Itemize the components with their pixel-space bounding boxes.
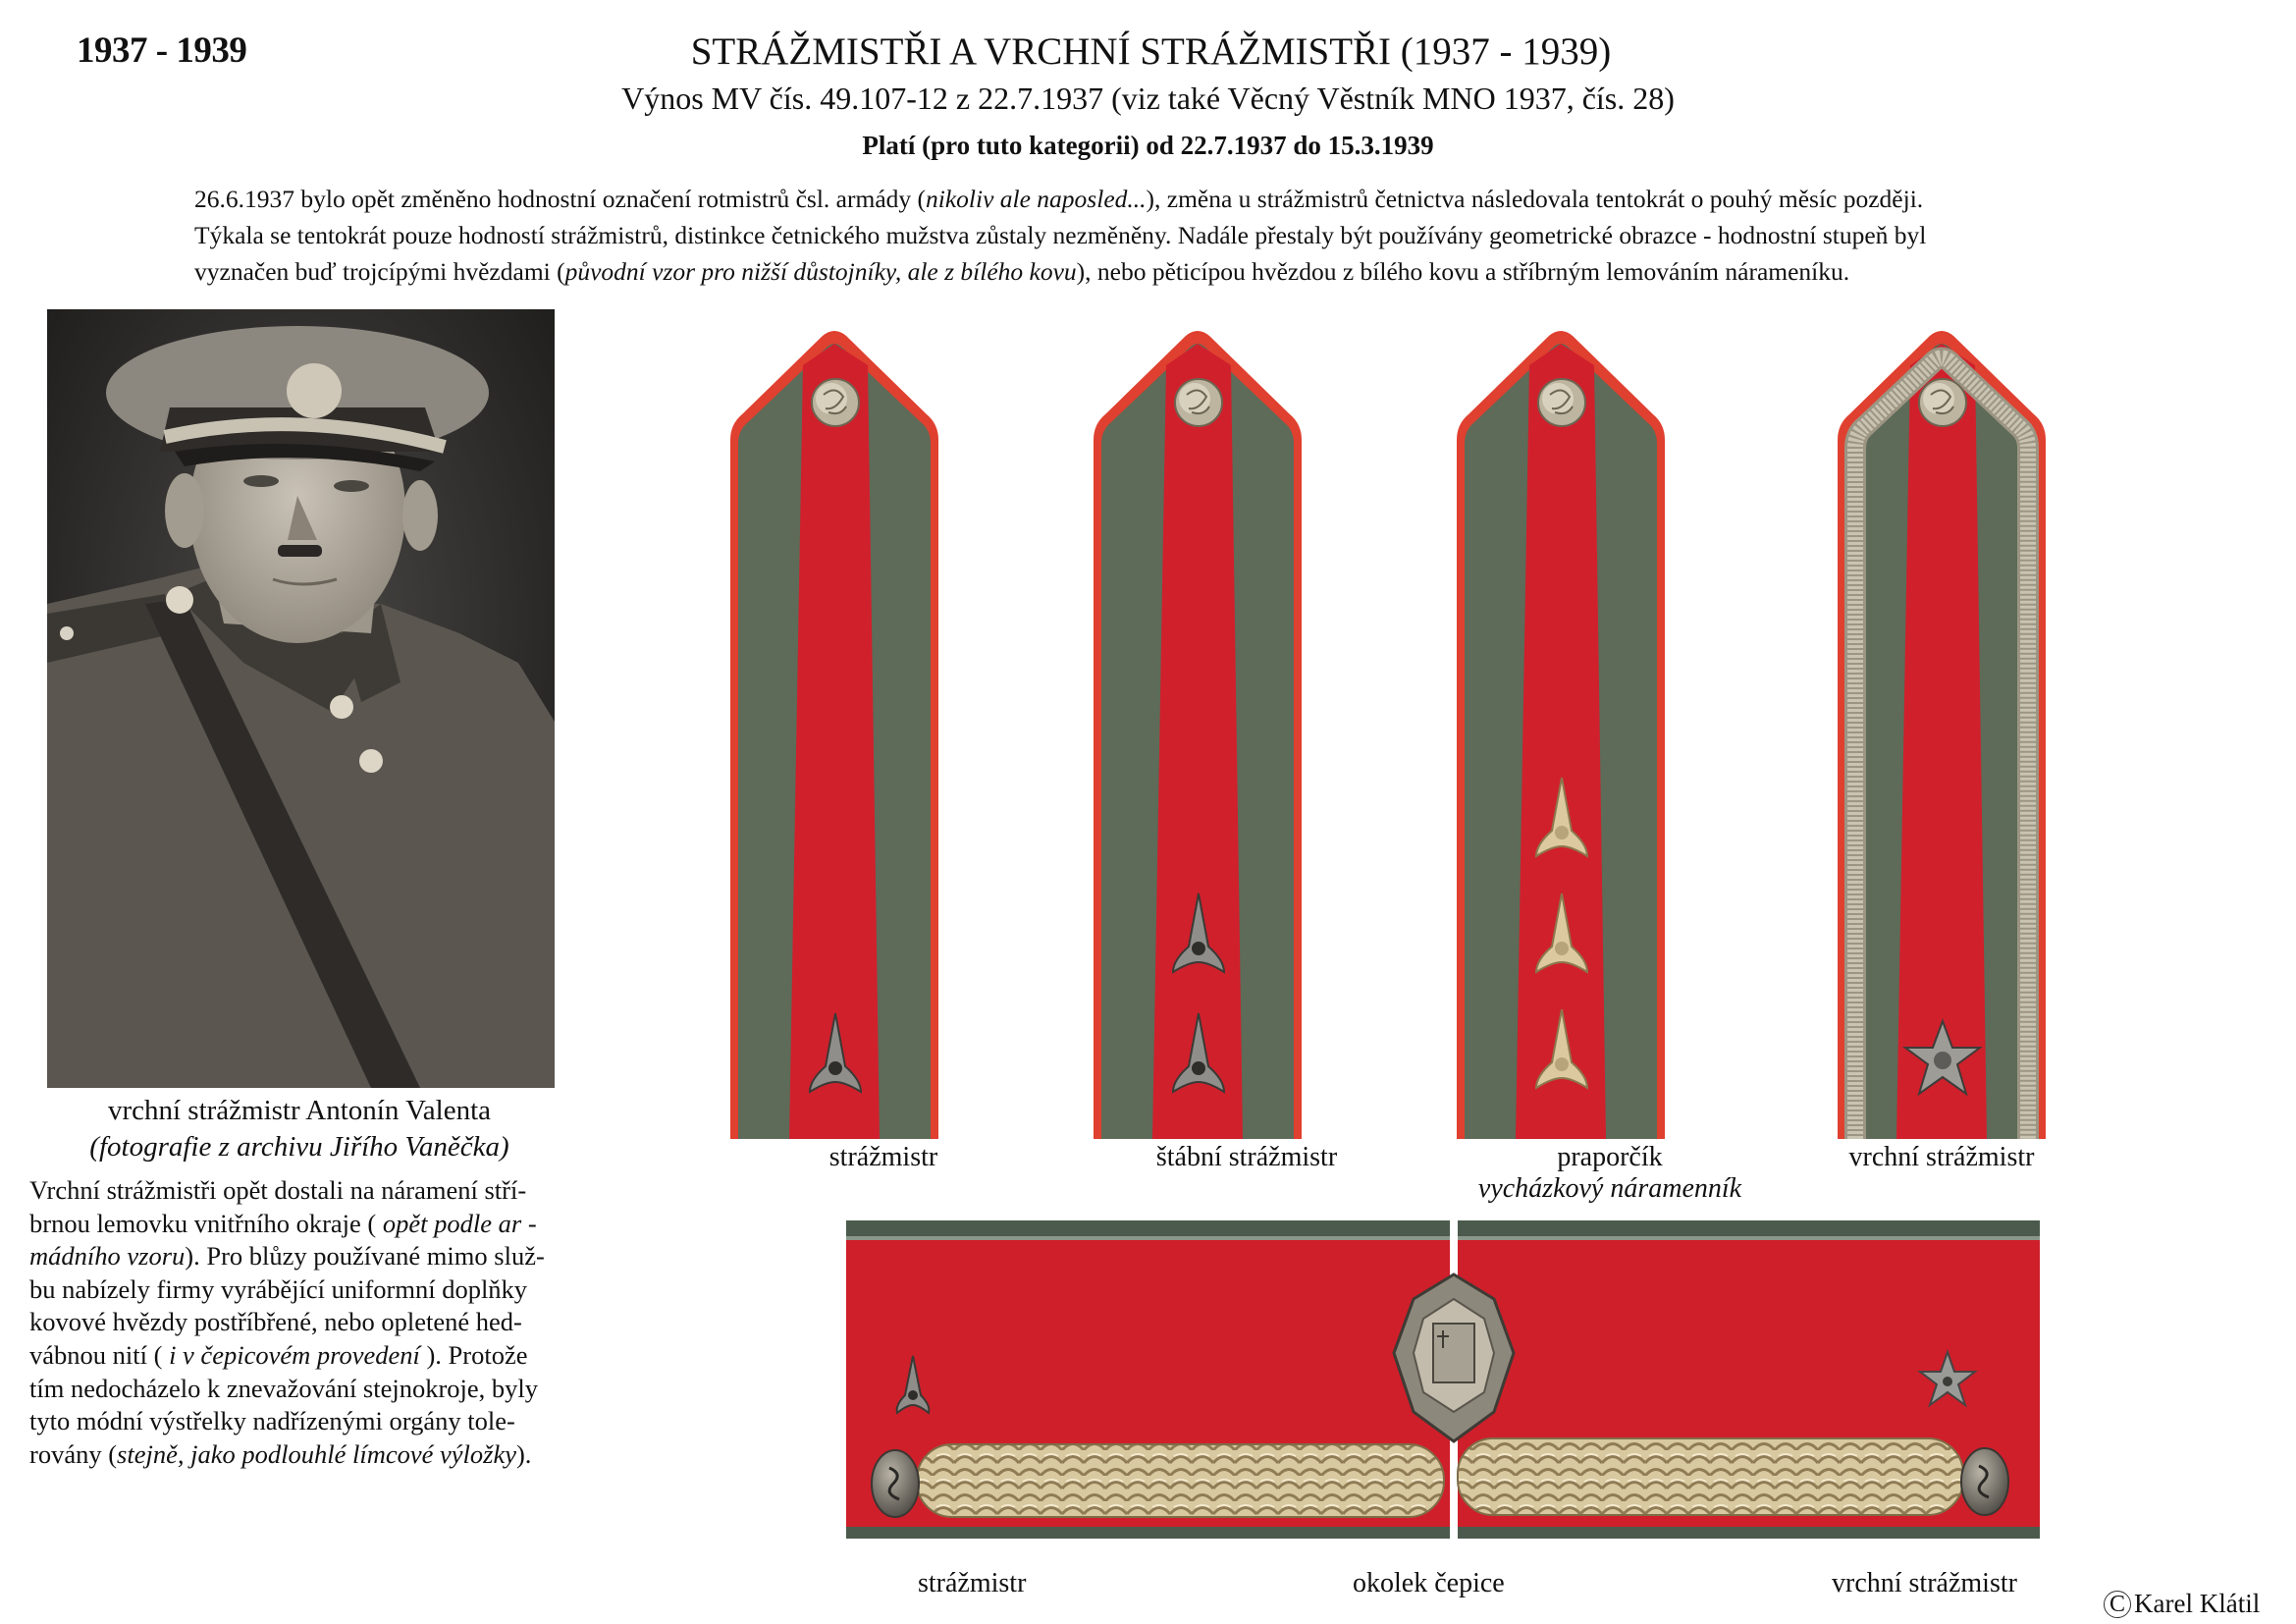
- cap-band-illustration: [846, 1220, 2040, 1539]
- intro-text: vyznačen buď trojcípými hvězdami (: [194, 257, 565, 286]
- epaulette-red-stripe: [1896, 344, 1987, 1139]
- cap-button-right-icon: [1961, 1448, 2008, 1515]
- page-title-text: STRÁŽMISTŘI A VRCHNÍ STRÁŽMISTŘI (1937 - 1939): [690, 30, 1612, 73]
- epaulette-sublabel: vycházkový náramenník: [1477, 1173, 1742, 1204]
- epaulette-label: strážmistr: [828, 1142, 938, 1172]
- intro-line: [194, 181, 2158, 217]
- cap-band-left-label: strážmistr: [918, 1568, 1027, 1598]
- epaulette-button-icon: [812, 379, 859, 426]
- epaulette-svg: [1832, 322, 2052, 1139]
- side-italic: mádního vzoru: [29, 1241, 186, 1272]
- side-italic: i v čepicovém provedení: [169, 1339, 420, 1370]
- side-italic: stejně, jako podlouhlé límcové výložky: [117, 1438, 516, 1469]
- portrait-photo: [47, 309, 555, 1088]
- copyright-author: Karel Klátil: [2134, 1589, 2261, 1618]
- side-text: ). Protože: [419, 1339, 528, 1370]
- side-line: [29, 1240, 579, 1273]
- epaulette-button-icon: [1919, 379, 1966, 426]
- cap-band-right-label: vrchní strážmistr: [1832, 1568, 2017, 1598]
- epaulette-stabni-strazmistr: [1088, 322, 1308, 1139]
- side-text: brnou lemovku vnitřního okraje (: [29, 1208, 383, 1238]
- page-title: [0, 29, 2296, 74]
- side-paragraph: [29, 1174, 579, 1471]
- epaulette-praporcik: [1451, 322, 1671, 1139]
- cap-band-svg: [846, 1220, 2040, 1539]
- portrait-illustration: [47, 309, 555, 1088]
- epaulette-button-icon: [1175, 379, 1222, 426]
- epaulette-label: praporčík: [1557, 1142, 1663, 1172]
- intro-line: [194, 253, 2158, 290]
- intro-line: Týkala se tentokrát pouze hodností strážmistrů, distinkce četnického mužstva zůstaly nezměněny. Nadále přestaly být používány geometrické obrazce - hodnostní stupeň byl: [194, 221, 1927, 249]
- intro-italic: původní vzor pro nižší důstojníky, ale z bílého kovu: [564, 257, 1077, 286]
- copyright-icon: C: [2104, 1591, 2131, 1618]
- side-text: vábnou nití (: [29, 1339, 170, 1370]
- cap-button-left-icon: [872, 1450, 919, 1517]
- side-line: bu nabízely firmy vyrábějící uniformní doplňky: [29, 1273, 528, 1304]
- epaulette-label: vrchní strážmistr: [1848, 1142, 2035, 1172]
- intro-text: 26.6.1937 bylo opět změněno hodnostní označení rotmistrů čsl. armády (: [194, 185, 927, 213]
- decree-subtitle: Výnos MV čís. 49.107-12 z 22.7.1937 (viz také Věcný Věstník MNO 1937, čís. 28): [621, 81, 1675, 116]
- photo-credit: (fotografie z archivu Jiřího Vaněčka): [89, 1131, 509, 1163]
- side-text: rovány (: [29, 1438, 118, 1469]
- side-line: [29, 1208, 579, 1241]
- photo-caption: vrchní strážmistr Antonín Valenta: [107, 1095, 492, 1126]
- epaulette-label: štábní strážmistr: [1155, 1142, 1338, 1172]
- side-italic: opět podle ar -: [382, 1208, 537, 1238]
- side-line: kovové hvězdy postříbřené, nebo opletené hed-: [29, 1307, 522, 1337]
- side-text: ).: [515, 1438, 532, 1469]
- side-line: tím nedocházelo k znevažování stejnokroje, byly: [29, 1373, 539, 1403]
- side-line: tyto módní výstřelky nadřízenými orgány tole-: [29, 1406, 515, 1436]
- side-line: [29, 1438, 579, 1472]
- intro-paragraph: [194, 181, 2158, 290]
- validity-line: Platí (pro tuto kategorii) od 22.7.1937 do 15.3.1939: [862, 131, 1434, 160]
- epaulette-strazmistr: [724, 322, 944, 1139]
- epaulette-vrchni-strazmistr: [1832, 322, 2052, 1139]
- cap-band-center-label: okolek čepice: [1353, 1568, 1505, 1598]
- era-label: 1937 - 1939: [77, 30, 247, 71]
- side-line: [29, 1339, 579, 1373]
- side-text: ). Pro blůzy používané mimo služ-: [185, 1241, 545, 1272]
- copyright-notice: [2104, 1589, 2260, 1620]
- epaulette-button-icon: [1538, 379, 1585, 426]
- intro-italic: nikoliv ale naposled...: [926, 185, 1147, 213]
- cap-braided-cord-right: [1458, 1438, 1963, 1515]
- epaulette-svg: [1088, 322, 1308, 1139]
- intro-text: ), nebo pěticípou hvězdou z bílého kovu a stříbrným lemováním nárameníku.: [1076, 257, 1850, 286]
- side-line: Vrchní strážmistři opět dostali na náramení stří-: [29, 1175, 527, 1205]
- cap-braided-cord-left: [917, 1444, 1444, 1517]
- epaulette-svg: [1451, 322, 1671, 1139]
- intro-text: ), změna u strážmistrů četnictva následovala tentokrát o pouhý měsíc později.: [1146, 185, 1924, 213]
- epaulette-svg: [724, 322, 944, 1139]
